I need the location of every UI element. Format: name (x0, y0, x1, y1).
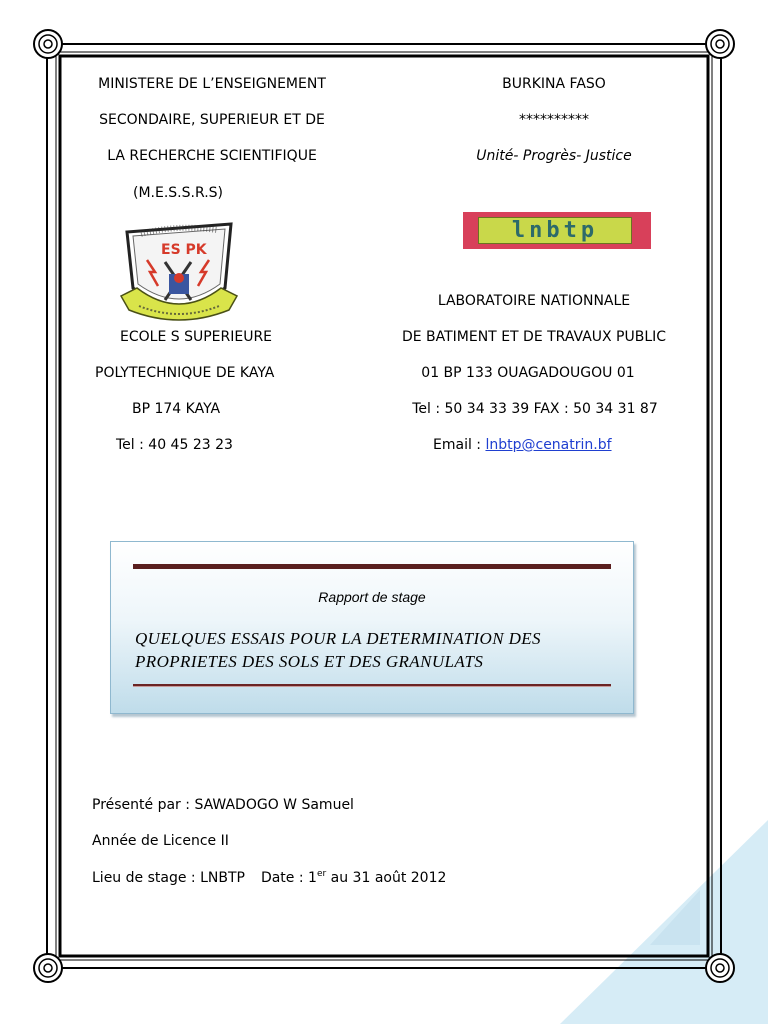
frame-corner-ornament-tl (34, 30, 62, 58)
school-name-line-1: ECOLE S SUPERIEURE (120, 329, 273, 345)
ministry-line-1: MINISTERE DE L’ENSEIGNEMENT (98, 76, 326, 92)
school-name-line-2: POLYTECHNIQUE DE KAYA (95, 365, 275, 381)
country-stars: ********** (519, 112, 589, 128)
report-type-label: Rapport de stage (318, 589, 426, 605)
internship-place: LNBTP (200, 870, 245, 886)
school-address: BP 174 KAYA (132, 401, 221, 417)
frame-corner-ornament-tr (706, 30, 734, 58)
title-rule-bottom (133, 684, 611, 687)
lnbtp-logo-text: lnbtp (511, 218, 599, 243)
internship-date-end: au 31 août 2012 (326, 870, 447, 886)
corner-decor-small (650, 890, 700, 945)
lab-email-label: Email : (433, 437, 486, 453)
internship-place-label: Lieu de stage : (92, 870, 201, 886)
lab-email-link[interactable]: lnbtp@cenatrin.bf (485, 437, 612, 453)
report-title: QUELQUES ESSAIS POUR LA DETERMINATION DES PROPRIETES DES SOLS ET DES GRANULATS (135, 629, 541, 671)
corner-decor-triangle (560, 820, 768, 1024)
lab-email-row (433, 436, 612, 454)
internship-date-start: 1 (308, 870, 317, 886)
ministry-line-2: SECONDAIRE, SUPERIEUR ET DE (99, 112, 325, 128)
lnbtp-logo (463, 212, 651, 249)
lab-name-line-2: DE BATIMENT ET DE TRAVAUX PUBLIC (401, 329, 667, 345)
license-year: Année de Licence II (92, 833, 229, 849)
frame-corner-ornament-br (706, 954, 734, 982)
internship-row (92, 869, 446, 887)
report-title-box (110, 541, 634, 714)
title-rule-top (133, 564, 611, 569)
lab-name-line-1: LABORATOIRE NATIONNALE (437, 293, 631, 309)
school-phone: Tel : 40 45 23 23 (116, 437, 233, 453)
frame-corner-ornament-bl (34, 954, 62, 982)
internship-date-sup: er (316, 869, 327, 879)
country-motto: Unité- Progrès- Justice (476, 148, 632, 164)
ministry-line-3: LA RECHERCHE SCIENTIFIQUE (107, 148, 317, 164)
internship-date-label: Date : (260, 870, 309, 886)
presented-by-label: Présenté par : (92, 797, 195, 813)
country-name: BURKINA FASO (502, 76, 606, 92)
espk-school-logo (117, 218, 241, 328)
lab-address: 01 BP 133 OUAGADOUGOU 01 (421, 365, 635, 381)
presented-by-row (92, 796, 354, 814)
student-name: SAWADOGO W Samuel (194, 797, 354, 813)
ministry-acronym: (M.E.S.S.R.S) (133, 185, 223, 201)
svg-text:ES PK: ES PK (161, 242, 207, 258)
lab-phone-fax: Tel : 50 34 33 39 FAX : 50 34 31 87 (412, 401, 658, 417)
